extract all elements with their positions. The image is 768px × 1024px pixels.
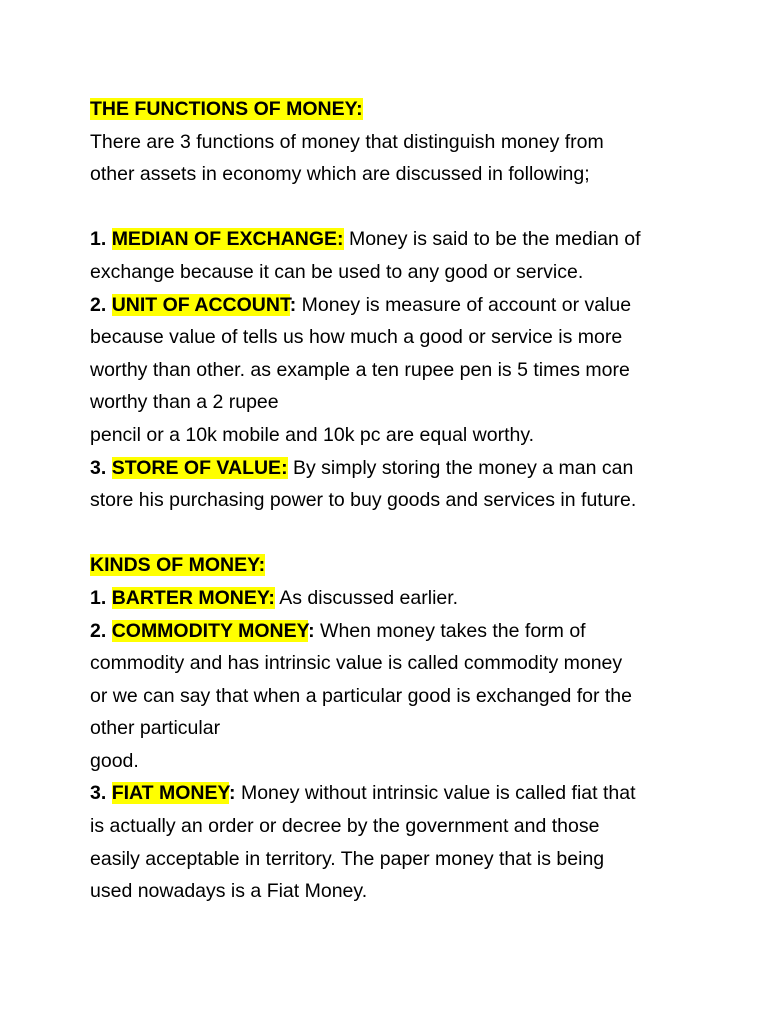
item-text-line: commodity and has intrinsic value is called commodity money [90, 652, 623, 675]
function-item-exchange [90, 223, 690, 256]
item-text: Money is measure of account or value [296, 293, 632, 316]
item-text: When money takes the form of [314, 619, 586, 642]
item-title: STORE OF VALUE: [111, 456, 288, 479]
item-text: By simply storing the money a man can [287, 456, 634, 479]
item-number: 1. [90, 586, 112, 609]
item-text-line: easily acceptable in territory. The paper money that is being [90, 847, 605, 870]
item-text-line: other particular [90, 717, 221, 740]
item-text-line: good. [90, 749, 139, 772]
item-title: MEDIAN OF EXCHANGE: [111, 228, 344, 251]
blank-line [90, 517, 690, 550]
item-number: 1. [90, 228, 112, 251]
function-item-account [90, 289, 690, 322]
kind-item-barter [90, 582, 690, 615]
functions-heading: THE FUNCTIONS OF MONEY: [90, 98, 363, 120]
kind-item-fiat [90, 777, 690, 810]
item-title: BARTER MONEY: [111, 586, 275, 609]
item-number: 3. [90, 456, 112, 479]
intro-line: other assets in economy which are discussed in following; [90, 163, 590, 186]
item-text-line: because value of tells us how much a good or service is more [90, 326, 623, 349]
functions-heading-line [90, 93, 690, 126]
item-text-line: pencil or a 10k mobile and 10k pc are equal worthy. [90, 423, 535, 446]
item-text-line: used nowadays is a Fiat Money. [90, 880, 368, 903]
item-text: As discussed earlier. [274, 586, 459, 609]
item-text-line: is actually an order or decree by the government and those [90, 815, 600, 838]
item-text-line: store his purchasing power to buy goods and services in future. [90, 489, 637, 512]
item-number: 2. [90, 619, 112, 642]
kinds-heading: KINDS OF MONEY: [90, 554, 266, 577]
intro-line: There are 3 functions of money that distinguish money from [90, 130, 604, 153]
item-title: COMMODITY MONEY [111, 619, 309, 642]
item-colon: : [308, 619, 315, 642]
item-number: 3. [90, 782, 112, 805]
item-colon: : [229, 782, 236, 805]
document-page [90, 93, 690, 908]
item-text: Money is said to be the median of [343, 228, 641, 251]
item-text-line: worthy than other. as example a ten rupee pen is 5 times more [90, 358, 630, 381]
blank-line [90, 191, 690, 224]
item-text: Money without intrinsic value is called fiat that [235, 782, 636, 805]
item-number: 2. [90, 293, 112, 316]
kind-item-commodity [90, 615, 690, 648]
item-title: UNIT OF ACCOUNT [111, 293, 290, 316]
item-colon: : [289, 293, 297, 316]
item-text-line: exchange because it can be used to any good or service. [90, 260, 584, 283]
kinds-heading-line [90, 549, 690, 582]
item-text-line: or we can say that when a particular good is exchanged for the [90, 684, 632, 707]
item-title: FIAT MONEY [111, 782, 230, 805]
item-text-line: worthy than a 2 rupee [90, 391, 279, 414]
function-item-store [90, 452, 690, 485]
